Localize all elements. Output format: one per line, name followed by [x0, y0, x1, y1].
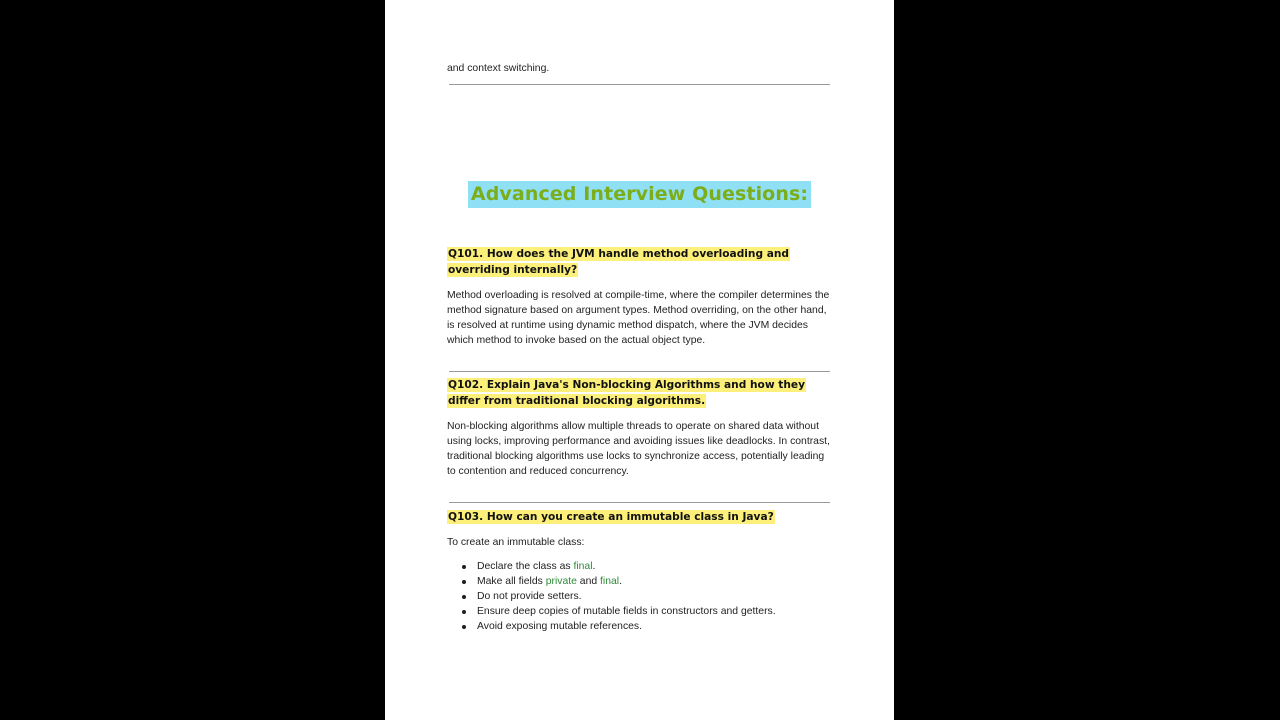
divider — [449, 502, 830, 503]
list-item-text: Ensure deep copies of mutable fields in constructors and getters. — [477, 606, 776, 617]
answer-q103-intro: To create an immutable class: — [447, 537, 585, 548]
code-keyword: private — [545, 576, 577, 587]
code-keyword: final — [573, 561, 593, 572]
list-item-text: and — [576, 576, 601, 587]
answer-q101: Method overloading is resolved at compile-time, where the compiler determines the method signature based on argument types. Method overriding, on the other hand, is resolved at runtime using dynamic method dispatch, where the JVM decides which method to invoke based on the actual object type. — [447, 290, 830, 346]
section-heading-text: Advanced Interview Questions: — [468, 181, 811, 208]
divider — [449, 84, 830, 85]
list-item-text: . — [619, 576, 622, 587]
list-item-text: . — [592, 561, 596, 572]
previous-answer-tail: and context switching. — [447, 63, 550, 74]
code-keyword: final — [600, 576, 620, 587]
question-q101 — [447, 246, 837, 278]
list-item-text: Avoid exposing mutable references. — [477, 621, 643, 632]
list-item-text: Do not provide setters. — [477, 591, 582, 602]
list-item — [447, 604, 837, 619]
question-q103 — [447, 509, 837, 525]
question-q102-text: Q102. Explain Java's Non-blocking Algorithms and how they differ from traditional blocking algorithms. — [448, 379, 805, 407]
divider — [449, 371, 830, 372]
list-item — [447, 559, 837, 574]
immutable-class-steps — [447, 559, 837, 634]
question-q102 — [447, 377, 837, 409]
list-item — [447, 574, 837, 589]
document-page — [385, 0, 894, 720]
section-heading — [385, 181, 894, 208]
list-item — [447, 589, 837, 604]
answer-q102: Non-blocking algorithms allow multiple threads to operate on shared data without using locks, improving performance and avoiding issues like deadlocks. In contrast, traditional blocking algorithms use locks to synchronize access, potentially leading to contention and reduced concurrency. — [447, 421, 830, 477]
question-q101-text: Q101. How does the JVM handle method overloading and overriding internally? — [448, 248, 789, 276]
question-q103-text: Q103. How can you create an immutable class in Java? — [448, 511, 774, 523]
list-item-text: Declare the class as — [477, 561, 574, 572]
list-item-text: Make all fields — [477, 576, 546, 587]
list-item — [447, 619, 837, 634]
